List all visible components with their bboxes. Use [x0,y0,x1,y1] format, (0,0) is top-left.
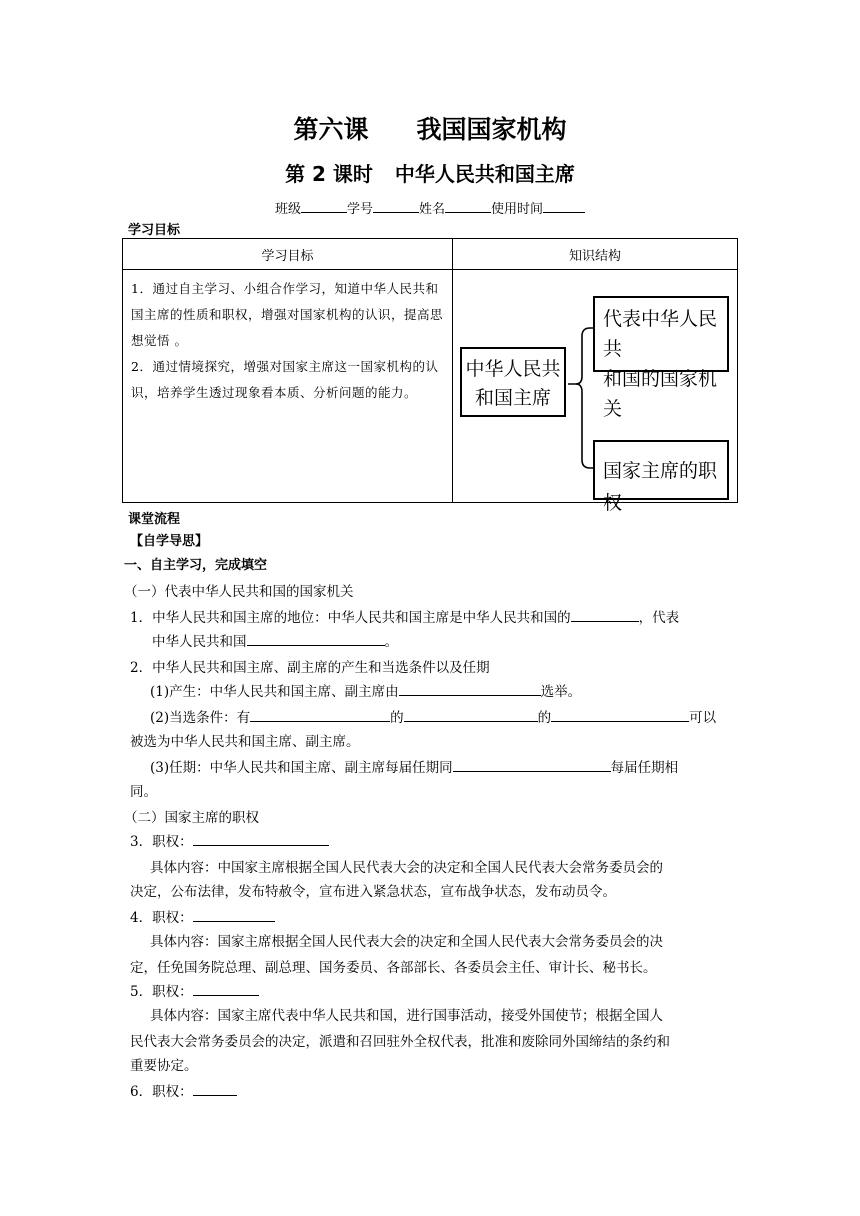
q1-text-c: 中华人民共和国 [152,634,247,650]
diagram-branch1-line1: 代表中华人民共 [603,308,718,360]
q3-content-line1: 具体内容：中国家主席根据全国人民代表大会的决定和全国人民代表大会常务委员会的 [150,860,663,876]
q1-blank-2[interactable] [247,633,385,646]
question-4 [130,906,275,926]
q2-1-text-b: 选举。 [540,684,582,700]
q5-content-line2: 民代表大会常务委员会的决定，派遣和召回驻外全权代表，批准和废除同外国缔结的条约和 [130,1034,670,1050]
q5-blank[interactable] [193,983,259,996]
subheading-1: （一）代表中华人民共和国的国家机关 [124,584,354,600]
question-2: 2．中华人民共和国主席、副主席的产生和当选条件以及任期 [130,660,490,676]
q4-label: 4．职权： [130,910,193,926]
q2-3-blank[interactable] [453,759,611,772]
diagram-root-line2: 和国主席 [474,387,551,409]
q5-content-line3: 重要协定。 [130,1058,198,1074]
q4-blank[interactable] [193,909,275,922]
q4-content-line1: 具体内容：国家主席根据全国人民代表大会的决定和全国人民代表大会常务委员会的决 [150,934,663,950]
question-1-line2 [152,630,398,650]
class-blank[interactable] [301,200,347,213]
q5-content-line1: 具体内容：国家主席代表中华人民共和国，进行国事活动，接受外国使节；根据全国人 [150,1008,663,1024]
process-heading: 课堂流程 [128,512,181,527]
name-label: 姓名 [419,202,446,217]
diagram-root-line1: 中华人民共 [465,358,561,380]
lesson-title [0,110,860,146]
objective-1: 1．通过自主学习、小组合作学习，知道中华人民共和国主席的性质和职权，增强对国家机构的认识，提高思想觉悟 。 [131,281,444,348]
q6-label: 6．职权： [130,1084,193,1100]
question-2-1 [150,680,581,700]
q2-2-text-a: (2)当选条件：有 [150,710,251,726]
q2-2-blank-1[interactable] [250,709,390,722]
q3-label: 3．职权： [130,834,193,850]
question-6 [130,1080,237,1100]
q2-2-blank-3[interactable] [551,709,689,722]
col-header-objectives: 学习目标 [123,239,453,270]
structure-cell [453,270,738,514]
q2-2-text-c: 的 [537,710,552,726]
q2-2-text-d: 可以 [689,710,717,726]
question-1-line1 [130,606,679,626]
period-name: 中华人民共和国主席 [394,162,575,186]
q2-1-blank[interactable] [399,683,541,696]
question-2-3 [150,756,678,776]
q2-3-text-a: (3)任期：中华人民共和国主席、副主席每届任期同 [150,760,453,776]
lesson-number: 第六课 [293,115,369,144]
knowledge-diagram [453,270,737,514]
q1-text-a: 1．中华人民共和国主席的地位：中华人民共和国主席是中华人民共和国的 [130,610,571,626]
time-blank[interactable] [543,200,585,213]
diagram-brace [566,270,596,502]
q6-blank[interactable] [193,1083,237,1096]
name-blank[interactable] [445,200,491,213]
subheading-2: （二）国家主席的职权 [124,810,259,826]
q2-2-blank-2[interactable] [404,709,538,722]
q1-text-b: ，代表 [638,610,680,626]
question-2-2-cont: 被选为中华人民共和国主席、副主席。 [130,734,360,750]
question-3 [130,830,329,850]
q2-1-text-a: (1)产生：中华人民共和国主席、副主席由 [150,684,399,700]
question-5 [130,980,259,1000]
diagram-branch-powers [593,440,729,514]
question-2-2 [150,706,716,726]
diagram-branch1-line2: 和国的国家机关 [603,368,718,420]
question-2-3-cont: 同。 [130,784,157,800]
q1-blank-1[interactable] [571,609,639,622]
objective-2: 2．通过情境探究，增强对国家主席这一国家机构的认识，培养学生透过现象看本质、分析问题的能力。 [131,359,439,400]
objectives-table [122,238,738,514]
diagram-branch-organ [593,296,729,420]
id-blank[interactable] [373,200,419,213]
q3-blank[interactable] [193,833,329,846]
self-study-heading: 【自学导思】 [130,534,209,549]
student-info-line [0,198,860,217]
q4-content-line2: 定，任免国务院总理、副总理、国务委员、各部部长、各委员会主任、审计长、秘书长。 [130,960,657,976]
q2-3-text-b: 每届任期相 [610,760,679,776]
q5-label: 5．职权： [130,984,193,1000]
diagram-branch2-line1: 国家主席的职权 [603,460,718,514]
period-title [0,158,860,187]
q2-2-text-b: 的 [390,710,404,726]
q3-content-line2: 决定，公布法律，发布特赦令，宣布进入紧急状态，宣布战争状态，发布动员令。 [130,884,616,900]
class-label: 班级 [274,202,301,217]
diagram-root-box [460,347,566,417]
objectives-heading: 学习目标 [128,223,181,238]
time-label: 使用时间 [491,202,544,217]
q1-text-d: 。 [384,634,398,650]
lesson-name: 我国国家机构 [416,115,567,144]
objectives-cell [123,270,453,503]
col-header-structure: 知识结构 [453,239,738,270]
id-label: 学号 [346,202,373,217]
period-number: 第 2 课时 [285,162,373,186]
part1-heading: 一、自主学习，完成填空 [124,558,268,573]
